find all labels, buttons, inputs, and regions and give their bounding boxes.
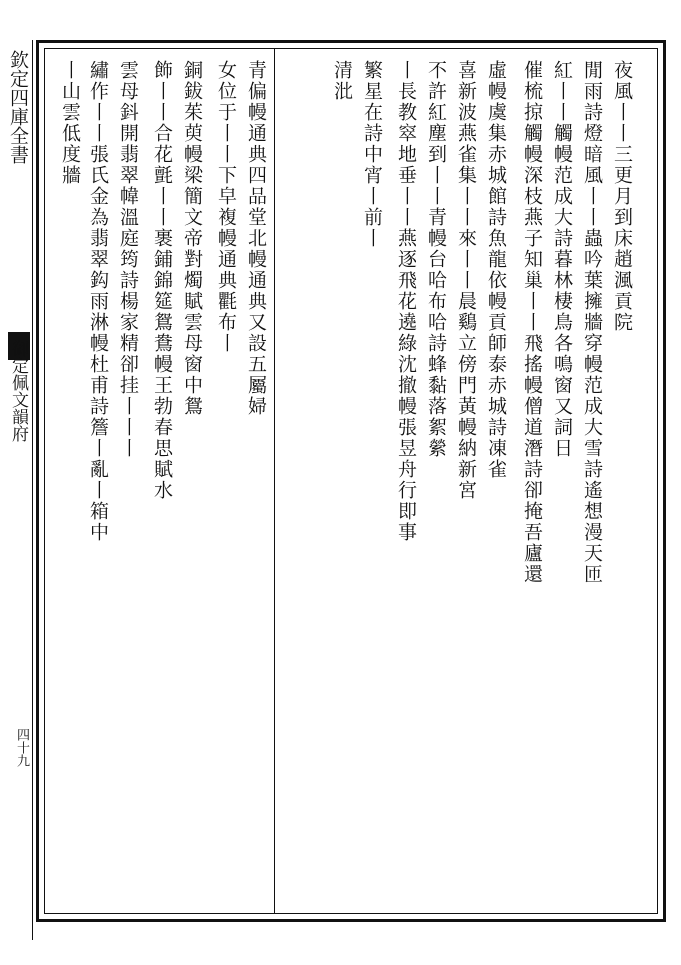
column-text: 青偏幔通典四品堂北幔通典又設五屬婦 [245, 60, 267, 417]
column-text: 紅丨丨觸幔范成大詩暮林棲鳥各鳴窗又詞日 [551, 60, 573, 459]
column-15 [112, 60, 146, 910]
column-text: 丨山雲低度牆 [59, 60, 81, 186]
column-13 [176, 60, 210, 910]
column-text: 繁星在詩中宵丨前丨 [361, 60, 383, 249]
column-3 [546, 60, 580, 910]
column-text: 飾丨丨合花氈丨丨裹鋪錦筵鴛鴦幔王勃春思賦水 [151, 60, 173, 501]
margin-top-label: 欽定四庫全書 [7, 50, 29, 164]
column-14 [146, 60, 180, 910]
column-5 [480, 60, 514, 910]
column-text: 清沘 [331, 60, 353, 102]
column-text: 虛幔虞集赤城館詩魚龍依幔貢師泰赤城詩凍雀 [485, 60, 507, 480]
column-divider [274, 48, 275, 914]
column-text: 閒雨詩燈暗風丨丨蟲吟葉擁牆穿幔范成大雪詩遙想漫天匝 [581, 60, 603, 585]
column-text: 女位于丨丨下皁複幔通典氍布丨 [215, 60, 237, 354]
margin-column [2, 40, 33, 940]
column-11 [240, 60, 274, 910]
column-1 [606, 60, 640, 910]
book-title: 御定佩文韻府 [8, 340, 28, 442]
column-7 [420, 60, 454, 910]
column-17 [54, 60, 88, 910]
column-8 [390, 60, 424, 910]
column-text: 雲母鈄開翡翠幃溫庭筠詩楊家精卻挂丨丨丨 [117, 60, 139, 459]
column-4 [516, 60, 550, 910]
column-text: 喜新波燕雀集丨丨來丨丨晨鷄立傍門黃幔納新宮 [455, 60, 477, 501]
column-text: 繡作丨丨張氏金為翡翠鈎雨淋幔杜甫詩簷丨亂丨箱中 [87, 60, 109, 543]
column-text: 催梳掠觸幔深枝燕子知巢丨丨飛搖幔僧道潛詩卻掩吾廬還 [521, 60, 543, 585]
column-text: 不許紅塵到丨丨青幔台哈布哈詩蜂黏落絮縈 [425, 60, 447, 459]
column-9 [356, 60, 390, 910]
column-12 [210, 60, 244, 910]
page-number: 四十九 [14, 728, 29, 767]
column-text: 夜風丨丨三更月到床趙渢貢院 [611, 60, 633, 333]
column-text: 丨長教窣地垂丨丨燕逐飛花遶綠沈撤幔張昱舟行即事 [395, 60, 417, 543]
column-2 [576, 60, 610, 910]
column-6 [450, 60, 484, 910]
column-text: 銅鈸茱萸幔梁簡文帝對燭賦雲母窗中鴛 [181, 60, 203, 417]
column-10 [326, 60, 360, 910]
